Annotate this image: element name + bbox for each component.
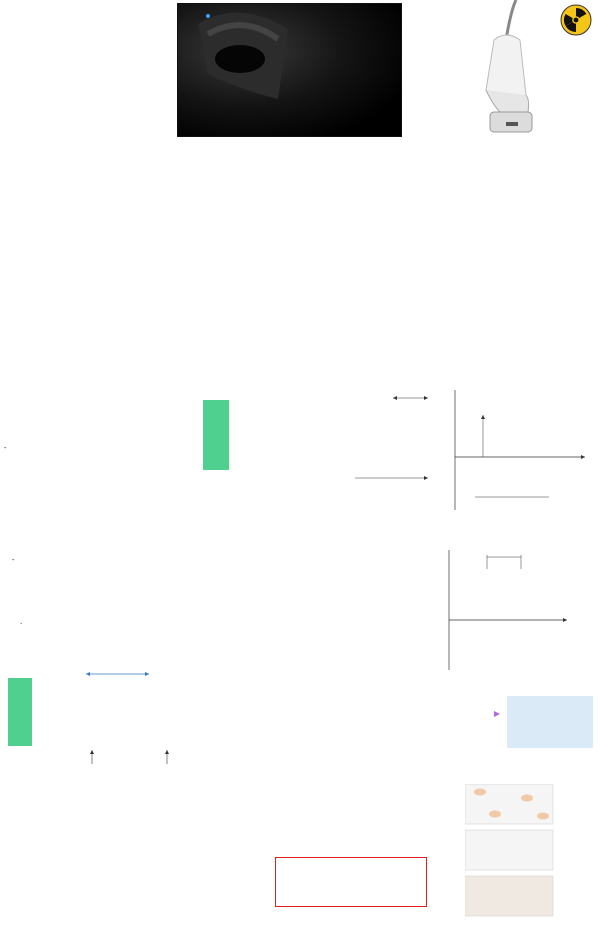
longitudinal-wave-diagram (203, 385, 448, 500)
radiation-icon (560, 4, 592, 36)
frequency-line: - (12, 555, 15, 564)
transducer-block-2 (8, 678, 32, 746)
soft-tissue-highlight (275, 857, 427, 907)
velocity-equation (507, 696, 593, 748)
title-banner (177, 3, 402, 137)
compression-rarefaction-diagram (4, 668, 204, 780)
ultrasound-probe-image (456, 0, 556, 140)
transducer-block (203, 400, 229, 470)
media-density-illustration (465, 784, 555, 920)
frequency-spectrum-diagram (268, 652, 508, 752)
ultrasound-scan-image (178, 4, 402, 137)
human-pitch-line3: . (20, 617, 23, 626)
sound-definition: - (4, 443, 7, 452)
pressure-time-graph (445, 385, 597, 515)
